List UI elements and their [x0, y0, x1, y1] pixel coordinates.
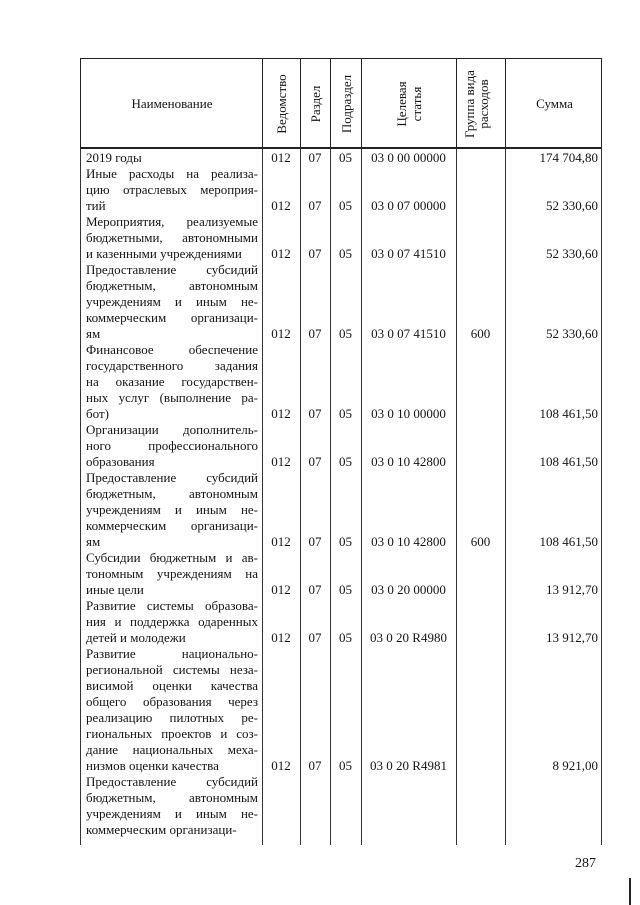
header-podrazdel: Подраздел — [339, 74, 354, 134]
cell-name-line: Субсидии бюджетным и ав- — [86, 550, 258, 565]
header-summa-cell — [506, 59, 603, 147]
cell-name-line: бюджетным, автономным — [86, 278, 258, 293]
column-line-tselevaya — [456, 148, 457, 845]
cell-vedomstvo: 012 — [271, 758, 291, 773]
cell-tselevaya: 03 0 20 R4980 — [370, 630, 447, 645]
cell-vedomstvo: 012 — [271, 406, 291, 421]
cell-name-line: Развитие системы образова- — [86, 598, 258, 613]
header-razdel-cell — [301, 59, 331, 147]
cell-vedomstvo: 012 — [271, 454, 291, 469]
cell-gruppa: 600 — [470, 534, 491, 549]
cell-name-line: гиональных проектов и соз- — [86, 726, 258, 741]
cell-name-line: бюджетными, автономными — [86, 230, 258, 245]
header-gruppa-line1: Группа вида — [462, 70, 477, 138]
cell-name-line: региональной системы неза- — [86, 662, 258, 677]
cell-name-line: и казенными учреждениями — [86, 246, 242, 261]
cell-name — [86, 598, 258, 646]
header-summa: Сумма — [536, 96, 573, 111]
cell-razdel: 07 — [308, 198, 322, 213]
page-number: 287 — [575, 856, 596, 871]
cell-vedomstvo: 012 — [271, 198, 291, 213]
cell-name — [86, 166, 258, 214]
cell-tselevaya: 03 0 10 42800 — [371, 534, 446, 549]
cell-vedomstvo: 012 — [271, 150, 291, 165]
cell-name-line: висимой оценки качества — [86, 678, 258, 693]
cell-tselevaya: 03 0 10 00000 — [371, 406, 446, 421]
cell-name-line: учреждениям и иным не- — [86, 294, 258, 309]
cell-summa: 13 912,70 — [546, 630, 598, 645]
cell-razdel: 07 — [308, 150, 322, 165]
table-header — [80, 58, 602, 149]
cell-name-line: ям — [86, 326, 101, 341]
cell-summa: 13 912,70 — [546, 582, 598, 597]
header-razdel: Раздел — [308, 85, 323, 123]
cell-razdel: 07 — [308, 582, 322, 597]
cell-summa: 108 461,50 — [539, 454, 598, 469]
cell-podrazdel: 05 — [339, 198, 352, 213]
header-vedomstvo-cell — [263, 59, 301, 147]
header-tselevaya-cell — [362, 59, 457, 147]
header-vedomstvo: Ведомство — [274, 74, 289, 134]
cell-vedomstvo: 012 — [271, 630, 291, 645]
cell-name-line: коммерческим организаци- — [86, 310, 258, 325]
cell-name-line: бюджетным, автономным — [86, 486, 258, 501]
cell-podrazdel: 05 — [339, 582, 352, 597]
cell-name-line: общего образования через — [86, 694, 258, 709]
cell-name — [86, 774, 258, 838]
cell-tselevaya: 03 0 20 00000 — [371, 582, 446, 597]
cell-name-line: учреждениям и иным не- — [86, 806, 258, 821]
cell-tselevaya: 03 0 00 00000 — [371, 150, 446, 165]
cell-name-line: дание национальных меха- — [86, 742, 258, 757]
cell-name — [86, 470, 258, 550]
cell-razdel: 07 — [308, 630, 322, 645]
cell-tselevaya: 03 0 07 00000 — [371, 198, 446, 213]
cell-name-line: иные цели — [86, 582, 144, 597]
cell-name — [86, 646, 258, 774]
column-line-right — [601, 148, 602, 845]
cell-podrazdel: 05 — [339, 630, 352, 645]
cell-tselevaya: 03 0 07 41510 — [371, 246, 446, 261]
cell-name-line: бюджетным, автономным — [86, 790, 258, 805]
cell-name-line: образования — [86, 454, 155, 469]
cell-name-line: Мероприятия, реализуемые — [86, 214, 258, 229]
column-line-left — [80, 148, 81, 845]
cell-summa: 8 921,00 — [552, 758, 598, 773]
cell-name — [86, 422, 258, 470]
cell-razdel: 07 — [308, 406, 322, 421]
header-name: Наименование — [131, 96, 213, 111]
cell-name-line: Иные расходы на реализа- — [86, 166, 258, 181]
cell-gruppa: 600 — [470, 326, 491, 341]
cell-razdel: 07 — [308, 758, 322, 773]
cell-name-line: Предоставление субсидий — [86, 774, 258, 789]
cell-vedomstvo: 012 — [271, 246, 291, 261]
cell-name-line: ных услуг (выполнение ра- — [86, 390, 258, 405]
cell-vedomstvo: 012 — [271, 534, 291, 549]
cell-name-line: Организации дополнитель- — [86, 422, 258, 437]
cell-name-line: коммерческим организаци- — [86, 822, 237, 837]
cell-vedomstvo: 012 — [271, 326, 291, 341]
cell-podrazdel: 05 — [339, 758, 352, 773]
cell-name-line: детей и молодежи — [86, 630, 186, 645]
cell-summa: 174 704,80 — [539, 150, 598, 165]
scan-edge-mark — [629, 878, 631, 905]
cell-name-line: ния и поддержка одаренных — [86, 614, 258, 629]
cell-podrazdel: 05 — [339, 326, 352, 341]
cell-name-line: реализацию пилотных ре- — [86, 710, 258, 725]
cell-razdel: 07 — [308, 246, 322, 261]
cell-name-line: Предоставление субсидий — [86, 470, 258, 485]
cell-name-line: Финансовое обеспечение — [86, 342, 258, 357]
cell-razdel: 07 — [308, 326, 322, 341]
cell-name — [86, 262, 258, 342]
cell-name-line: на оказание государствен- — [86, 374, 258, 389]
cell-name — [86, 214, 258, 262]
cell-name-line: учреждениям и иным не- — [86, 502, 258, 517]
cell-razdel: 07 — [308, 454, 322, 469]
cell-name-line: Предоставление субсидий — [86, 262, 258, 277]
cell-name-line: ного профессионального — [86, 438, 258, 453]
cell-name — [86, 150, 258, 166]
header-name-cell — [81, 59, 263, 147]
cell-podrazdel: 05 — [339, 246, 352, 261]
cell-summa: 52 330,60 — [546, 326, 598, 341]
cell-summa: 52 330,60 — [546, 246, 598, 261]
cell-tselevaya: 03 0 20 R4981 — [370, 758, 447, 773]
cell-name-line: ям — [86, 534, 101, 549]
header-podrazdel-cell — [331, 59, 362, 147]
header-gruppa-cell — [457, 59, 506, 147]
cell-tselevaya: 03 0 07 41510 — [371, 326, 446, 341]
header-gruppa-line2: расходов — [476, 79, 491, 129]
cell-name-line: тий — [86, 198, 106, 213]
cell-name-line: низмов оценки качества — [86, 758, 219, 773]
cell-tselevaya: 03 0 10 42800 — [371, 454, 446, 469]
cell-podrazdel: 05 — [339, 150, 352, 165]
cell-name-line: Развитие национально- — [86, 646, 258, 661]
cell-name-line: бот) — [86, 406, 109, 421]
cell-summa: 108 461,50 — [539, 534, 598, 549]
header-tselevaya-line1: Целевая — [394, 81, 409, 127]
cell-name-line: тономным учреждениям на — [86, 566, 258, 581]
cell-podrazdel: 05 — [339, 534, 352, 549]
cell-name — [86, 342, 258, 422]
cell-name-line: государственного задания — [86, 358, 258, 373]
cell-name-line: 2019 годы — [86, 150, 142, 165]
header-tselevaya-line2: статья — [409, 86, 424, 122]
cell-podrazdel: 05 — [339, 454, 352, 469]
cell-podrazdel: 05 — [339, 406, 352, 421]
cell-vedomstvo: 012 — [271, 582, 291, 597]
cell-name-line: цию отраслевых мероприя- — [86, 182, 258, 197]
cell-summa: 108 461,50 — [539, 406, 598, 421]
cell-name — [86, 550, 258, 598]
cell-razdel: 07 — [308, 534, 322, 549]
cell-name-line: коммерческим организаци- — [86, 518, 258, 533]
cell-summa: 52 330,60 — [546, 198, 598, 213]
